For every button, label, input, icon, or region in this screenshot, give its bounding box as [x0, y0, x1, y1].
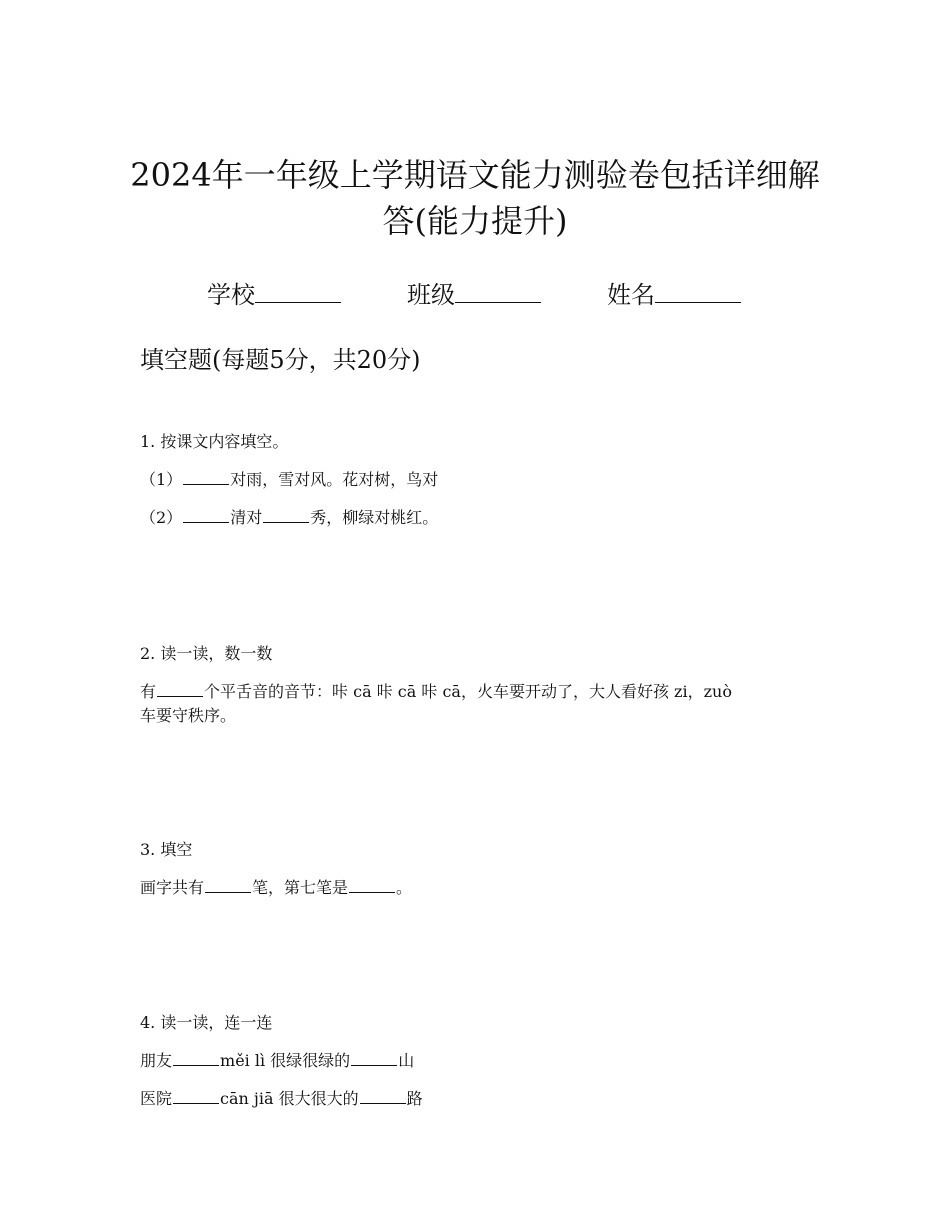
question-4-heading: 4. 读一读，连一连: [140, 1013, 273, 1032]
class-field: [407, 276, 541, 312]
q1-line1-after: 对雨，雪对风。花对树，鸟对: [230, 470, 439, 489]
name-field: [607, 276, 741, 312]
question-3-text: [140, 876, 820, 900]
q4-row2-c: 路: [406, 1089, 423, 1108]
student-info-row: [0, 276, 950, 312]
question-4-row-1: [140, 1049, 820, 1073]
q4-row2-b: cān jiā 很大很大的: [220, 1089, 359, 1108]
q4-row1-a: 朋友: [140, 1051, 173, 1070]
question-1: [140, 430, 820, 530]
q4-row1-b: měi lì 很绿很绿的: [220, 1051, 351, 1070]
q1-blank-3[interactable]: [263, 506, 309, 523]
school-blank[interactable]: [255, 276, 341, 303]
q1-line1-prefix: （1）: [140, 470, 183, 489]
q1-line2-prefix: （2）: [140, 508, 183, 527]
school-label: 学校: [207, 281, 255, 309]
q3-blank-1[interactable]: [205, 876, 251, 893]
q3-before: 画字共有: [140, 878, 205, 897]
q4-row2-blank-2[interactable]: [360, 1087, 406, 1104]
question-3: [140, 838, 820, 900]
class-blank[interactable]: [455, 276, 541, 303]
question-2-text-line-2: 车要守秩序。: [140, 706, 237, 725]
question-2-text-line-1: [140, 680, 820, 704]
q4-row2-blank-1[interactable]: [173, 1087, 219, 1104]
question-1-line-2: [140, 506, 820, 530]
q1-blank-2[interactable]: [183, 506, 229, 523]
name-label: 姓名: [607, 281, 655, 309]
question-1-line-1: [140, 468, 820, 492]
question-1-heading: 1. 按课文内容填空。: [140, 432, 289, 451]
q4-row1-c: 山: [398, 1051, 415, 1070]
q4-row1-blank-2[interactable]: [351, 1049, 397, 1066]
q3-after: 。: [396, 878, 413, 897]
q3-mid: 笔，第七笔是: [252, 878, 349, 897]
question-4: [140, 1011, 820, 1111]
q2-text-before: 有: [140, 682, 157, 701]
question-2-heading: 2. 读一读，数一数: [140, 644, 273, 663]
q1-line2-after: 秀，柳绿对桃红。: [310, 508, 439, 527]
question-2: [140, 642, 820, 728]
school-field: [207, 276, 341, 312]
class-label: 班级: [407, 281, 455, 309]
q3-blank-2[interactable]: [349, 876, 395, 893]
section-title: 填空题(每题5分，共20分): [140, 346, 421, 374]
q1-blank-1[interactable]: [183, 468, 229, 485]
q2-blank-1[interactable]: [157, 680, 203, 697]
exam-title: [95, 152, 855, 244]
question-4-row-2: [140, 1087, 820, 1111]
q2-text-after-1: 个平舌音的音节：咔 cā 咔 cā 咔 cā，火车要开动了，大人看好孩 zi，zuò: [204, 682, 732, 701]
q1-line2-mid: 清对: [230, 508, 263, 527]
q4-row2-a: 医院: [140, 1089, 173, 1108]
exam-title-line1: 2024年一年级上学期语文能力测验卷包括详细解: [130, 156, 820, 194]
question-3-heading: 3. 填空: [140, 840, 193, 859]
q4-row1-blank-1[interactable]: [173, 1049, 219, 1066]
name-blank[interactable]: [655, 276, 741, 303]
exam-title-line2: 答(能力提升): [382, 202, 568, 240]
